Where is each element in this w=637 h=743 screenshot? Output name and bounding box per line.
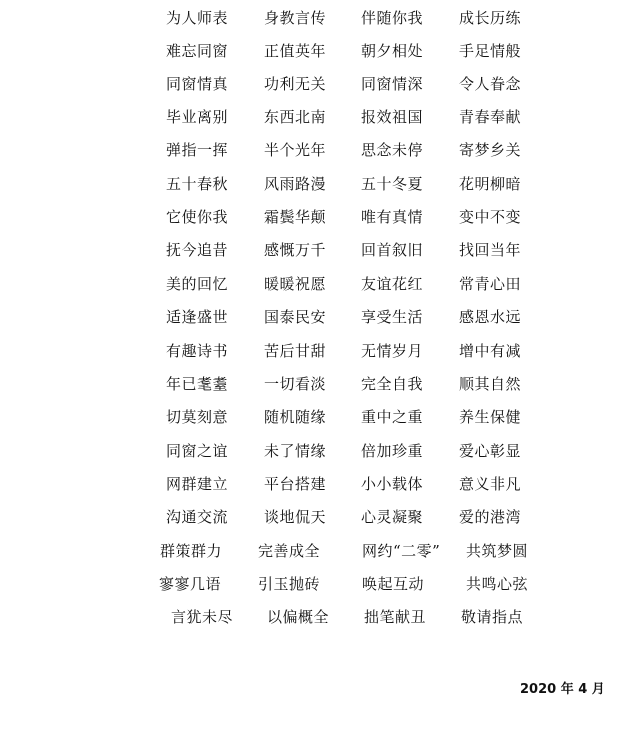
poem-phrase: 找回当年 (459, 241, 522, 259)
poem-line (0, 435, 637, 468)
poem-line (0, 535, 637, 568)
poem-phrase: 谈地侃天 (264, 508, 327, 526)
poem-phrase: 言犹未尽 (171, 608, 234, 626)
poem-phrase: 感恩水远 (459, 308, 522, 326)
poem-phrase: 年已耄耋 (166, 375, 229, 393)
poem-line (0, 335, 637, 368)
poem-phrase: 五十冬夏 (361, 175, 424, 193)
poem-phrase: 它使你我 (166, 208, 229, 226)
poem-phrase: 国泰民安 (264, 308, 327, 326)
poem-phrase: 寄梦乡关 (459, 141, 522, 159)
poem-phrase: 切莫刻意 (166, 408, 229, 426)
poem-phrase: 网约“二零” (362, 542, 441, 560)
poem-phrase: 风雨路漫 (264, 175, 327, 193)
poem-phrase: 群策群力 (160, 542, 223, 560)
poem-phrase: 敬请指点 (461, 608, 524, 626)
poem-phrase: 功利无关 (264, 75, 327, 93)
poem-phrase: 美的回忆 (166, 275, 229, 293)
poem-line (0, 101, 637, 134)
poem-phrase: 感慨万千 (264, 241, 327, 259)
poem-phrase: 成长历练 (459, 9, 522, 27)
poem-phrase: 未了情缘 (264, 442, 327, 460)
poem-phrase: 东西北南 (264, 108, 327, 126)
poem-phrase: 为人师表 (166, 9, 229, 27)
poem-line (0, 468, 637, 501)
poem-phrase: 有趣诗书 (166, 342, 229, 360)
poem-phrase: 平台搭建 (264, 475, 327, 493)
poem-phrase: 爱的港湾 (459, 508, 522, 526)
poem-phrase: 半个光年 (264, 141, 327, 159)
poem-phrase: 意义非凡 (459, 475, 522, 493)
poem-phrase: 养生保健 (459, 408, 522, 426)
poem-phrase: 小小载体 (361, 475, 424, 493)
poem-phrase: 报效祖国 (361, 108, 424, 126)
poem-phrase: 回首叙旧 (361, 241, 424, 259)
poem-phrase: 五十春秋 (166, 175, 229, 193)
poem-phrase: 心灵凝聚 (361, 508, 424, 526)
poem-phrase: 霜鬓华颠 (264, 208, 327, 226)
poem-line (0, 234, 637, 267)
date-footer: 2020 年 4 月 (520, 682, 605, 697)
poem-phrase: 毕业离别 (166, 108, 229, 126)
poem-phrase: 顺其自然 (459, 375, 522, 393)
poem-line (0, 301, 637, 334)
poem-phrase: 重中之重 (361, 408, 424, 426)
poem-phrase: 适逢盛世 (166, 308, 229, 326)
poem-phrase: 同窗情真 (166, 75, 229, 93)
poem-phrase: 常青心田 (459, 275, 522, 293)
poem-line (0, 401, 637, 434)
poem-phrase: 难忘同窗 (166, 42, 229, 60)
poem-phrase: 弹指一挥 (166, 141, 229, 159)
poem-phrase: 唯有真情 (361, 208, 424, 226)
poem-phrase: 增中有减 (459, 342, 522, 360)
poem-phrase: 暖暖祝愿 (264, 275, 327, 293)
poem-phrase: 以偏概全 (267, 608, 330, 626)
poem-phrase: 共筑梦圆 (466, 542, 529, 560)
poem-phrase: 同窗情深 (361, 75, 424, 93)
poem-line (0, 368, 637, 401)
poem-phrase: 苦后甘甜 (264, 342, 327, 360)
poem-phrase: 同窗之谊 (166, 442, 229, 460)
poem-phrase: 身教言传 (264, 9, 327, 27)
poem-phrase: 沟通交流 (166, 508, 229, 526)
poem-line (0, 201, 637, 234)
poem-phrase: 一切看淡 (264, 375, 327, 393)
poem-line (0, 568, 637, 601)
poem-phrase: 寥寥几语 (159, 575, 222, 593)
poem-phrase: 伴随你我 (361, 9, 424, 27)
poem-phrase: 手足情般 (459, 42, 522, 60)
poem-phrase: 朝夕相处 (361, 42, 424, 60)
poem-phrase: 思念未停 (361, 141, 424, 159)
poem-phrase: 爱心彰显 (459, 442, 522, 460)
poem-phrase: 花明柳暗 (459, 175, 522, 193)
poem-line (0, 268, 637, 301)
poem-phrase: 引玉抛砖 (258, 575, 321, 593)
poem-phrase: 青春奉献 (459, 108, 522, 126)
poem-phrase: 倍加珍重 (361, 442, 424, 460)
poem-phrase: 共鸣心弦 (466, 575, 529, 593)
poem-phrase: 无情岁月 (361, 342, 424, 360)
poem-phrase: 完善成全 (258, 542, 321, 560)
poem-phrase: 随机随缘 (264, 408, 327, 426)
poem-phrase: 令人眷念 (459, 75, 522, 93)
poem-line (0, 2, 637, 35)
poem-phrase: 唤起互动 (362, 575, 425, 593)
poem-line (0, 501, 637, 534)
poem-line (0, 68, 637, 101)
poem-line (0, 168, 637, 201)
poem-phrase: 享受生活 (361, 308, 424, 326)
poem-phrase: 抚今追昔 (166, 241, 229, 259)
poem-phrase: 正值英年 (264, 42, 327, 60)
poem-line (0, 134, 637, 167)
poem-phrase: 友谊花红 (361, 275, 424, 293)
poem-line (0, 601, 637, 634)
poem-phrase: 网群建立 (166, 475, 229, 493)
poem-phrase: 变中不变 (459, 208, 522, 226)
poem-line (0, 35, 637, 68)
poem-phrase: 完全自我 (361, 375, 424, 393)
poem-phrase: 拙笔献丑 (364, 608, 427, 626)
